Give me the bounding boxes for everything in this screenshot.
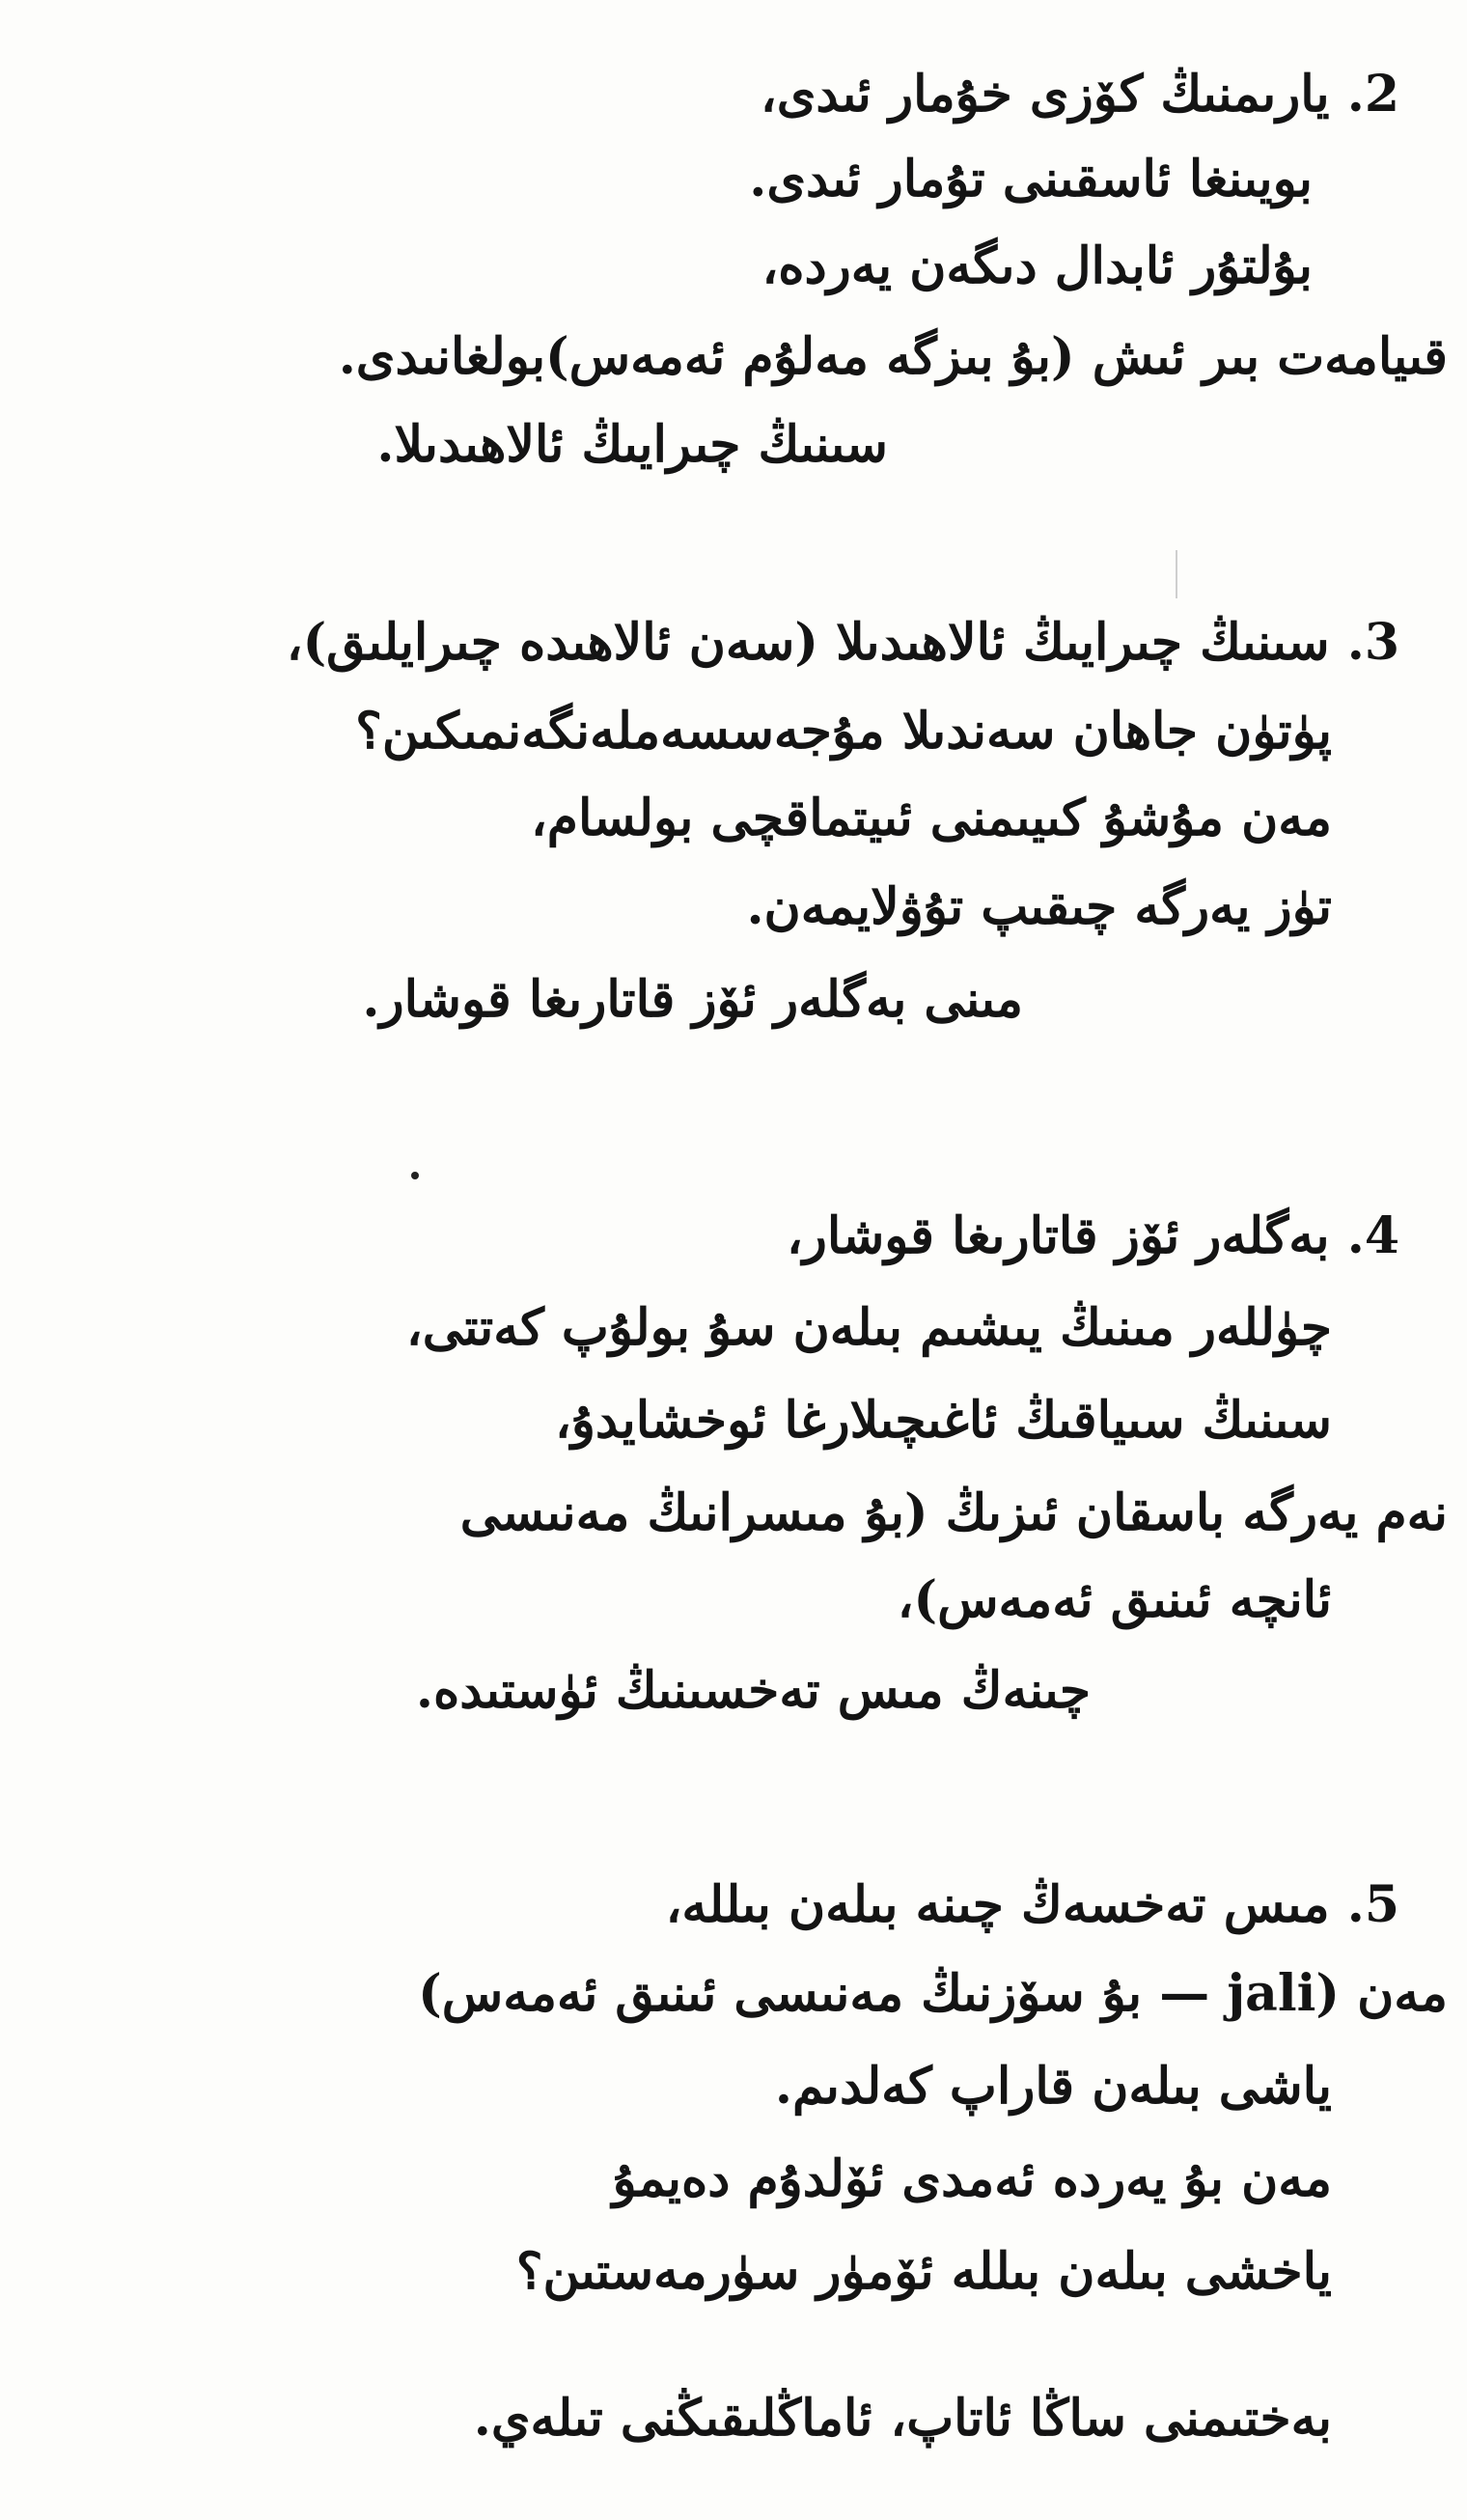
stanza-3-line-1: 3. سىنىڭ چىرايىڭ ئالاھىدىلا (سەن ئالاھىدە چىرايلىق)، bbox=[286, 613, 1399, 672]
stanza-4-line-1: 4. بەگلەر ئۆز قاتارىغا قوشار، bbox=[786, 1206, 1399, 1265]
stanza-5-line-5: ياخشى بىلەن بىللە ئۆمۈر سۈرمەستىن؟ bbox=[515, 2242, 1332, 2301]
stanza-3-line-2: پۈتۈن جاھان سەندىلا مۇجەسسەملەنگەنمىكىن؟ bbox=[355, 702, 1332, 761]
stanza-4-line-5: ئانچە ئىنىق ئەمەس)، bbox=[897, 1570, 1332, 1629]
stanza-2-line-4: قىيامەت بىر ئىش (بۇ بىزگە مەلۇم ئەمەس)بولغانىدى. bbox=[338, 327, 1448, 386]
stanza-3-number: 3 bbox=[1364, 613, 1399, 672]
ink-speck bbox=[411, 1172, 419, 1179]
stanza-5-line-4: مەن بۇ يەردە ئەمدى ئۆلدۇم دەيمۇ bbox=[612, 2149, 1332, 2208]
stanza-2-line-5: سىنىڭ چىرايىڭ ئالاھىدىلا. bbox=[376, 415, 888, 474]
stanza-5-line-1: 5. مىس تەخسەڭ چىنە بىلەن بىللە، bbox=[665, 1875, 1399, 1934]
stanza-5-number: 5 bbox=[1364, 1875, 1399, 1934]
stanza-4-line-3: سىنىڭ سىياقىڭ ئاغىچىلارغا ئوخشايدۇ، bbox=[555, 1391, 1332, 1450]
stanza-2-line-3: بۇلتۇر ئابدال دىگەن يەردە، bbox=[761, 236, 1313, 295]
stanza-5-line-3: ياشى بىلەن قاراپ كەلدىم. bbox=[774, 2057, 1332, 2116]
stanza-4-line-6: چىنەڭ مىس تەخسىنىڭ ئۈستىدە. bbox=[415, 1661, 1091, 1720]
stanza-2-number: 2 bbox=[1364, 65, 1399, 124]
stanza-3-line-5: مىنى بەگلەر ئۆز قاتارىغا قوشار. bbox=[362, 970, 1023, 1029]
stanza-2-line-1: 2. يارىمنىڭ كۆزى خۇمار ئىدى، bbox=[760, 65, 1399, 124]
stanza-2-line-2: بويىنغا ئاسقىنى تۇمار ئىدى. bbox=[749, 150, 1313, 208]
stanza-4-line-2: چۈللەر مىنىڭ يىشىم بىلەن سۇ بولۇپ كەتتى، bbox=[405, 1298, 1332, 1357]
stanza-5-line-6: بەختىمنى ساڭا ئاتاپ، ئاماڭلىقىڭنى تىلەي. bbox=[473, 2389, 1332, 2448]
scan-artifact-line bbox=[1176, 550, 1177, 598]
stanza-4-line-4: نەم يەرگە باسقان ئىزىڭ (بۇ مىسرانىڭ مەنىسى bbox=[459, 1483, 1448, 1542]
stanza-5-line-2: مەن (jali — بۇ سۆزنىڭ مەنىسى ئىنىق ئەمەس) bbox=[418, 1964, 1448, 2023]
stanza-3-line-4: تۈز يەرگە چىقىپ تۇۋلايمەن. bbox=[746, 877, 1332, 936]
stanza-4-number: 4 bbox=[1364, 1206, 1399, 1265]
stanza-3-line-3: مەن مۇشۇ كىيىمنى ئىيتماقچى بولسام، bbox=[530, 789, 1332, 847]
